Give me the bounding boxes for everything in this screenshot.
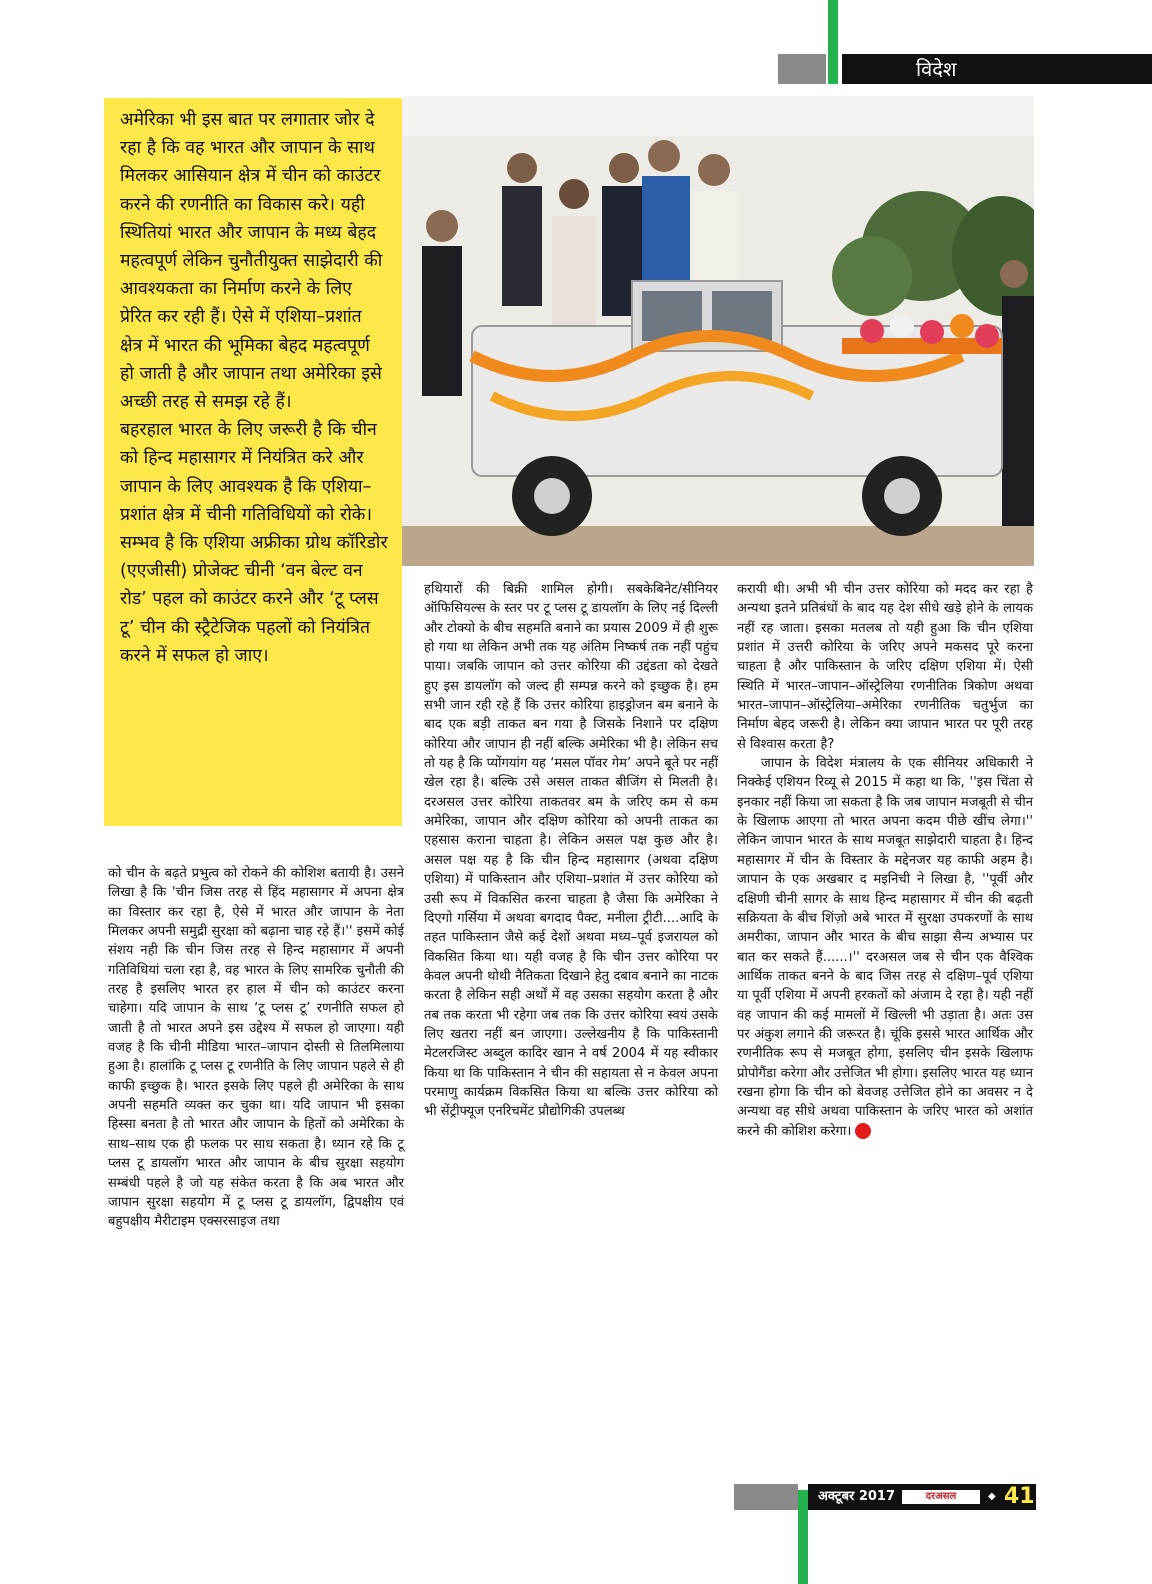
footer-bar — [808, 1484, 1036, 1510]
column-2-text: हथियारों की बिक्री शामिल होगी। सबकेबिनेट/सीनियर ऑफिसियल्स के स्तर पर टू प्लस टू डायलॉग के लिए नई दिल्ली और टोक्यो के बीच सहमति बनाने का प्रयास 2009 में ही शुरू हो गया था लेकिन अभी तक यह अंतिम निष्कर्ष तक नहीं पहुंच पाया। जबकि जापान को उत्तर कोरिया की उद्दंडता को देखते हुए इस डायलॉग को जल्द ही सम्पन्न करने को इच्छुक है। हम सभी जान रही रहे हैं कि उत्तर कोरिया हाइड्रोजन बम बनाने के बाद एक बड़ी ताकत बन गया है जिसके निशाने पर दक्षिण कोरिया और जापान ही नहीं बल्कि अमेरिका भी है। लेकिन सच तो यह है कि प्योंगयांग यह ‘मसल पॉवर गेम’ अपने बूते पर नहीं खेल रहा है। बल्कि उसे असल ताकत बीजिंग से मिलती है। दरअसल उत्तर कोरिया ताकतवर बम के जरिए कम से कम अमेरिका, जापान और दक्षिण कोरिया को अपनी ताकत का एहसास कराना चाहता है। लेकिन असल पक्ष कुछ और है। असल पक्ष यह है कि चीन हिन्द महासागर (अथवा दक्षिण एशिया) में पाकिस्तान और एशिया–प्रशांत में उत्तर कोरिया को उसी रूप में विकसित करना चाहता है जैसा कि अमेरिका ने दिएगो गर्सिया में अथवा बगदाद पैक्ट, मनीला ट्रीटी....आदि के तहत पाकिस्तान जैसे कई देशों अथवा मध्य–पूर्व इजरायल को विकसित किया था। यही वजह है कि चीन उत्तर कोरिया पर केवल अपनी थोथी नैतिकता दिखाने हेतु दबाव बनाने का नाटक करता है लेकिन सही अर्थों में वह उसका सहयोग करता है और तब तक करता भी रहेगा जब तक कि उत्तर कोरिया स्वयं उसके लिए खतरा नहीं बन जाएगा। उल्लेखनीय है कि पाकिस्तानी मेटलरजिस्ट अब्दुल कादिर खान ने वर्ष 2004 में यह स्वीकार किया था कि पाकिस्तान ने चीन की सहायता से न केवल अपना परमाणु कार्यक्रम विकसित किया था बल्कि उत्तर कोरिया को भी सेंट्रीफ्यूज एनरिचमेंट प्रौद्योगिकी उपलब्ध — [424, 582, 718, 1120]
end-of-article-icon — [855, 1123, 871, 1139]
footer-gray-block — [734, 1484, 798, 1510]
issue-date: अक्टूबर 2017 — [818, 1489, 896, 1504]
column-1-text: को चीन के बढ़ते प्रभुत्व को रोकने की कोशिश बतायी है। उसने लिखा है कि 'चीन जिस तरह से हिंद महासागर में अपना क्षेत्र का विस्तार कर रहा है, ऐसे में भारत और जापान के नेता मिलकर अपनी समुद्री सुरक्षा को बढ़ाना चाह रहे हैं।'' इसमें कोई संशय नही कि चीन जिस तरह से हिन्द महासागर में अपनी गतिविधियां चला रहा है, वह भारत के लिए सामरिक चुनौती की तरह है इसलिए भारत हर हाल में चीन को काउंटर करना चाहेगा। यदि जापान के साथ ‘टू प्लस टू’ रणनीति सफल हो जाती है तो भारत अपने इस उद्देश्य में सफल हो जाएगा। यही वजह है कि चीनी मीडिया भारत–जापान दोस्ती से तिलमिलाया हुआ है। हालांकि टू प्लस टू रणनीति के लिए जापान पहले से ही काफी इच्छुक है। भारत इसके लिए पहले ही अमेरिका के साथ अपनी सहमति व्यक्त कर चुका था। यदि जापान भी इसका हिस्सा बनता है तो भारत और जापान के हितों को अमेरिका के साथ–साथ एक ही फलक पर साध सकता है। ध्यान रहे कि टू प्लस टू डायलॉग भारत और जापान के बीच सुरक्षा सहयोग सम्बंधी पहले है जो यह संकेत करता है कि अब भारत और जापान सुरक्षा सहयोग में टू प्लस टू डायलॉग, द्विपक्षीय एवं बहुपक्षीय मैरीटाइम एक्सरसाइज तथा — [108, 866, 404, 1230]
section-label: विदेश — [842, 54, 1152, 84]
highlight-callout — [104, 98, 402, 826]
footer-green-rule — [798, 1490, 808, 1584]
article-column-1 — [108, 864, 404, 1232]
article-column-3 — [737, 580, 1033, 1141]
callout-paragraph-1: अमेरिका भी इस बात पर लगातार जोर दे रहा है कि वह भारत और जापान के साथ मिलकर आसियान क्षेत्र में चीन को काउंटर करने की रणनीति का विकास करे। यही स्थितियां भारत और जापान के मध्य बेहद महत्वपूर्ण लेकिन चुनौतीयुक्त साझेदारी की आवश्यकता का निर्माण करने के लिए प्रेरित कर रही हैं। ऐसे में एशिया–प्रशांत क्षेत्र में भारत की भूमिका बेहद महत्वपूर्ण हो जाती है और जापान तथा अमेरिका इसे अच्छी तरह से समझ रहे हैं। — [120, 110, 383, 413]
callout-paragraph-2: बहरहाल भारत के लिए जरूरी है कि चीन को हिन्द महासागर में नियंत्रित करे और जापान के लिए आवश्यक है कि एशिया–प्रशांत क्षेत्र में चीनी गतिविधियों को रोके। सम्भव है कि एशिया अफ्रीका ग्रोथ कॉरिडोर (एएजीसी) प्रोजेक्ट चीनी ‘वन बेल्ट वन रोड’ पहल को काउंटर करने और ‘टू प्लस टू’ चीन की स्ट्रैटेजिक पहलों को नियंत्रित करने में सफल हो जाए। — [120, 420, 388, 666]
magazine-logo: दरअसल — [902, 1490, 980, 1504]
column-3-text-a: करायी थी। अभी भी चीन उत्तर कोरिया को मदद कर रहा है अन्यथा इतने प्रतिबंधों के बाद यह देश सीधे खड़े होने के लायक नहीं रह जाता। इसका मतलब तो यही हुआ कि चीन एशिया प्रशांत में उत्तरी कोरिया के जरिए अपने मकसद पूरे करना चाहता है और पाकिस्तान के जरिए दक्षिण एशिया में। ऐसी स्थिति में भारत–जापान–ऑस्ट्रेलिया रणनीतिक त्रिकोण अथवा भारत–जापान–ऑस्ट्रेलिया–अमेरिका रणनीतिक चतुर्भुज का निर्माण बेहद जरूरी है। लेकिन क्या जापान भारत पर पूरी तरह से विश्वास करता है? — [737, 582, 1033, 752]
article-column-2 — [424, 580, 718, 1122]
diamond-icon: ◆ — [988, 1491, 996, 1502]
header-gray-block — [778, 54, 826, 84]
column-3-paragraph — [737, 754, 1033, 1141]
news-photo — [402, 96, 1034, 566]
header-green-rule — [828, 0, 838, 84]
page-number: 41 — [1004, 1484, 1035, 1509]
column-3-text-b: जापान के विदेश मंत्रालय के एक सीनियर अधिकारी ने निक्केई एशियन रिव्यू से 2015 में कहा था कि, ''इस चिंता से इनकार नहीं किया जा सकता है कि जब जापान मजबूती से चीन के खिलाफ आएगा तो भारत अपना कदम पीछे खींच लेगा।'' लेकिन जापान भारत के साथ मजबूत साझेदारी चाहता है। हिन्द महासागर में चीन के विस्तार के मद्देनजर यह काफी अहम है। जापान के एक अखबार द मइनिची ने लिखा है, ''पूर्वी और दक्षिणी चीनी सागर के साथ हिन्द महासागर में चीन की बढ़ती सक्रियता के बीच शिंज़ो अबे भारत में सुरक्षा उपकरणों के साथ अमरीका, जापान और भारत के बीच साझा सैन्य अभ्यास पर बात कर सकते हैं......।'' दरअसल जब से चीन एक वैश्विक आर्थिक ताकत बनने के बाद जिस तरह से दक्षिण–पूर्व एशिया या पूर्वी एशिया में अपनी हरकतों को अंजाम दे रहा है। यही नहीं वह जापान की कई मामलों में खिल्ली भी उड़ाता है। अतः उस पर अंकुश लगाने की जरूरत है। चूंकि इससे भारत आर्थिक और रणनीतिक रूप से मजबूत होगा, इसलिए चीन इसके खिलाफ प्रोपोगैंडा करेगा और उत्तेजित भी होगा। इसलिए भारत यह ध्यान रखना होगा कि चीन को बेवजह उत्तेजित होने का अवसर न दे अन्यथा वह सीधे अथवा पाकिस्तान के जरिए भारत को अशांत करने की कोशिश करेगा। — [737, 756, 1033, 1139]
photo-illustration — [402, 96, 1034, 566]
